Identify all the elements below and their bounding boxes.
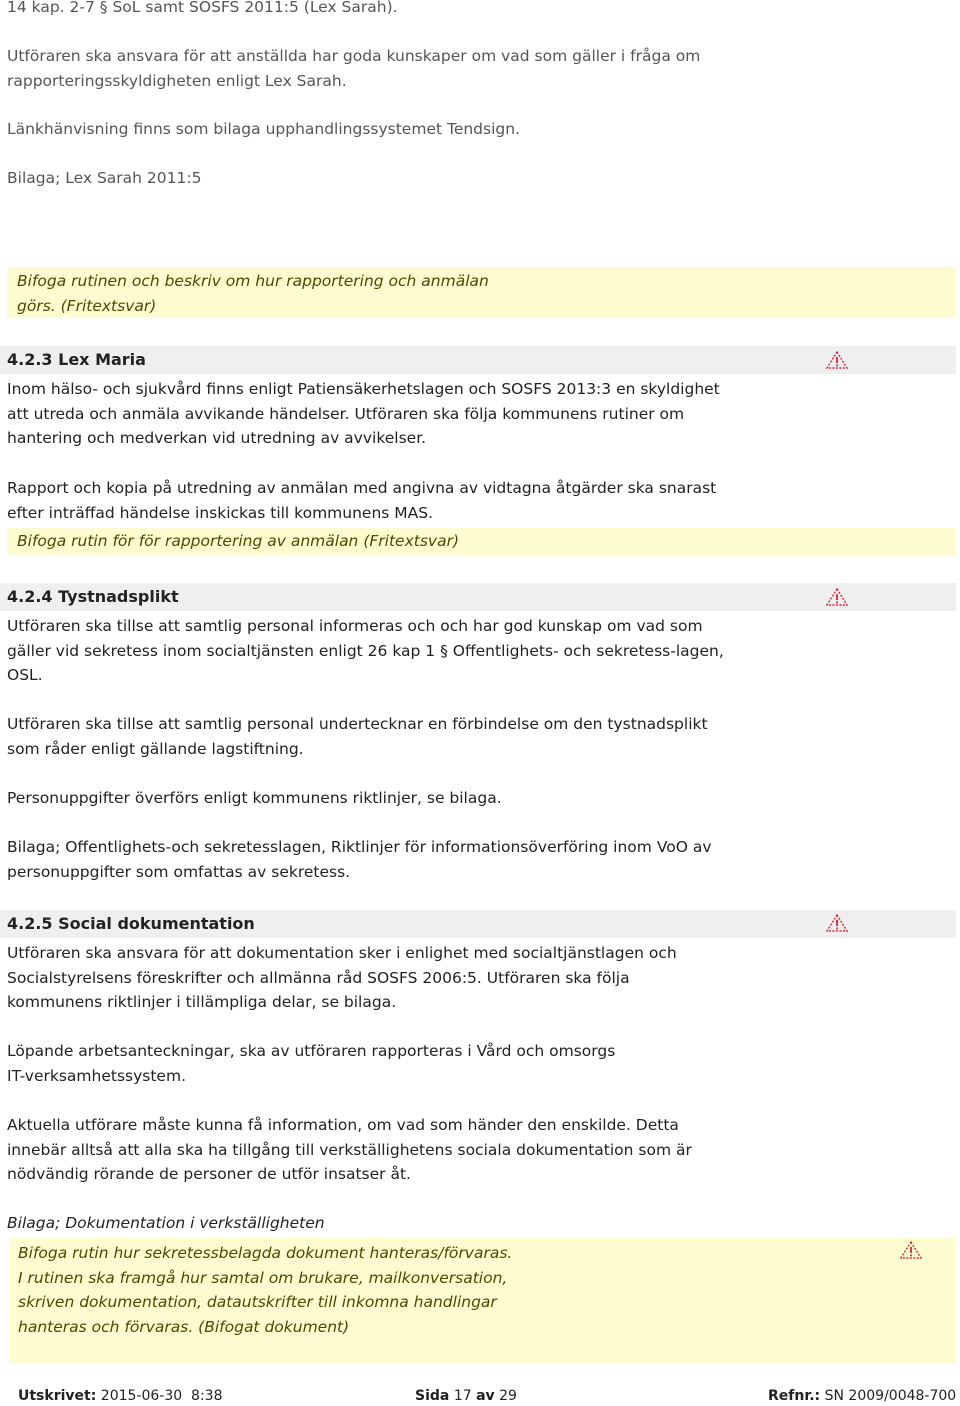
- text-line: Utföraren ska tillse att samtlig personal informeras och och har god kunskap om vad som: [7, 617, 703, 635]
- text-line: nödvändig rörande de personer de utför insatser åt.: [7, 1165, 411, 1184]
- lex-maria-paragraph-2: [7, 476, 807, 525]
- warning-icon: [826, 351, 848, 369]
- text-line: Aktuella utförare måste kunna få information, om vad som händer den enskilde. Detta: [7, 1116, 679, 1134]
- tystnadsplikt-paragraph-3: [7, 786, 807, 811]
- text-line: som råder enligt gällande lagstiftning.: [7, 739, 304, 758]
- section-header-tystnadsplikt: [0, 583, 956, 611]
- text-line: innebär alltså att alla ska ha tillgång till verkställighetens sociala dokumentation som är: [7, 1140, 692, 1159]
- note-line: Bifoga rutin för för rapportering av anmälan (Fritextsvar): [17, 532, 459, 550]
- tystnadsplikt-paragraph-2: [7, 712, 807, 761]
- text-run: att utreda och anmäla avvikande händelser.: [7, 404, 350, 423]
- text-line: Bilaga; Dokumentation i verkställigheten: [7, 1214, 325, 1232]
- text-line: OSL.: [7, 666, 43, 685]
- footer-printed: [18, 1388, 222, 1404]
- social-dok-paragraph-1: [7, 941, 807, 1015]
- warning-icon: [900, 1241, 922, 1259]
- note-line: skriven dokumentation, datautskrifter till inkomna handlingar: [18, 1293, 497, 1312]
- social-dok-bilaga: [7, 1211, 807, 1236]
- text-line: Bilaga; Offentlighets-och sekretesslagen, Riktlinjer för informationsöverföring inom VoO av: [7, 838, 712, 856]
- text-line: Utföraren ska tillse att samtlig personal undertecknar en förbindelse om den tystnadsplikt: [7, 715, 708, 733]
- note-line: görs. (Fritextsvar): [17, 296, 157, 315]
- text-line: Personuppgifter överförs enligt kommunens riktlinjer, se bilaga.: [7, 789, 502, 807]
- text-line: Inom hälso- och sjukvård finns enligt Patiensäkerhetslagen och SOSFS 2013:3 en skyldighet: [7, 380, 720, 398]
- footer-page-sep: av: [476, 1388, 495, 1404]
- footer-ref: [768, 1388, 956, 1404]
- note-social-dokumentation: [9, 1238, 956, 1363]
- section-header-lex-maria: [0, 346, 956, 374]
- footer-printed-value: 2015-06-30 8:38: [100, 1388, 223, 1404]
- text-line: Utföraren ska ansvara för att anställda har goda kunskaper om vad som gäller i fråga om: [7, 47, 701, 65]
- note-lex-maria: [7, 528, 956, 555]
- social-dok-paragraph-2: [7, 1039, 807, 1088]
- footer-ref-label: Refnr.:: [768, 1388, 821, 1404]
- footer-ref-value: SN 2009/0048-700: [824, 1388, 957, 1404]
- footer-printed-label: Utskrivet:: [18, 1388, 97, 1404]
- section-title: 4.2.3 Lex Maria: [7, 350, 146, 369]
- top-line-1: [7, 0, 807, 20]
- warning-icon: [826, 914, 848, 932]
- text-line: 14 kap. 2-7 § SoL samt SOSFS 2011:5 (Lex Sarah).: [7, 0, 398, 16]
- text-line: Socialstyrelsens föreskrifter och allmänna råd SOSFS 2006:5. Utföraren ska följa: [7, 968, 630, 987]
- text-line: efter inträffad händelse inskickas till kommunens MAS.: [7, 503, 434, 522]
- text-line: Löpande arbetsanteckningar, ska av utföraren rapporteras i Vård och omsorgs: [7, 1042, 616, 1060]
- note-line: Bifoga rutinen och beskriv om hur rapportering och anmälan: [17, 272, 489, 290]
- text-line: personuppgifter som omfattas av sekretess.: [7, 862, 351, 881]
- footer-page-total: 29: [499, 1388, 517, 1404]
- note-line: Bifoga rutin hur sekretessbelagda dokument hanteras/förvaras.: [18, 1244, 513, 1262]
- note-line: hanteras och förvaras. (Bifogat dokument): [18, 1317, 350, 1336]
- top-line-3: [7, 166, 807, 191]
- top-paragraph-1: [7, 44, 807, 93]
- warning-icon: [826, 588, 848, 606]
- text-run: Utföraren ska följa kommunens rutiner om: [354, 404, 685, 423]
- text-line: gäller vid sekretess inom socialtjänsten enligt 26 kap 1 § Offentlighets- och sekretess-lagen,: [7, 641, 724, 660]
- footer-page: [415, 1388, 517, 1404]
- text-line: hantering och medverkan vid utredning av avvikelser.: [7, 429, 427, 448]
- text-line: Bilaga; Lex Sarah 2011:5: [7, 169, 202, 187]
- footer-page-current: 17: [453, 1388, 472, 1404]
- section-header-social-dokumentation: [0, 910, 956, 938]
- text-line: IT-verksamhetssystem.: [7, 1066, 186, 1085]
- text-line: rapporteringsskyldigheten enligt Lex Sarah.: [7, 71, 347, 90]
- note-lex-sarah: [7, 267, 956, 318]
- footer-page-label: Sida: [415, 1388, 450, 1404]
- text-line: Rapport och kopia på utredning av anmälan med angivna av vidtagna åtgärder ska snarast: [7, 479, 717, 497]
- lex-maria-paragraph-1: [7, 377, 807, 451]
- text-line: Länkhänvisning finns som bilaga upphandlingssystemet Tendsign.: [7, 120, 520, 138]
- tystnadsplikt-paragraph-1: [7, 614, 807, 688]
- section-title: 4.2.5 Social dokumentation: [7, 914, 255, 933]
- note-line: I rutinen ska framgå hur samtal om brukare, mailkonversation,: [18, 1268, 508, 1287]
- section-title: 4.2.4 Tystnadsplikt: [7, 587, 179, 606]
- tystnadsplikt-paragraph-4: [7, 835, 807, 884]
- text-line: [7, 402, 807, 427]
- text-line: kommunens riktlinjer i tillämpliga delar, se bilaga.: [7, 993, 397, 1012]
- text-line: Utföraren ska ansvara för att dokumentation sker i enlighet med socialtjänstlagen och: [7, 944, 677, 962]
- top-line-2: [7, 117, 807, 142]
- social-dok-paragraph-3: [7, 1113, 807, 1187]
